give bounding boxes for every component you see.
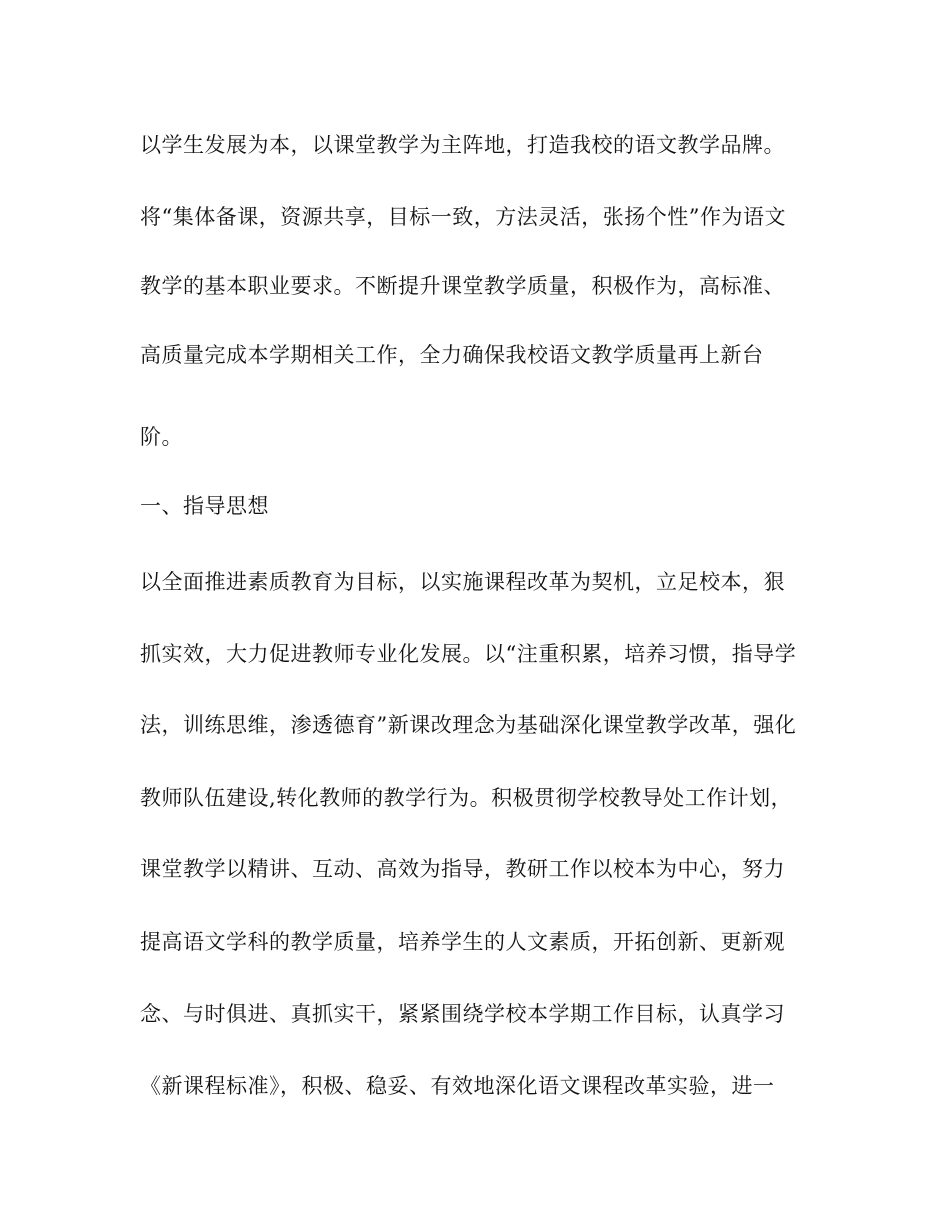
paragraph-line: 将“集体备课，资源共享，目标一致，方法灵活，张扬个性”作为语文 xyxy=(140,205,786,229)
paragraph-line: 高质量完成本学期相关工作，全力确保我校语文教学质量再上新台 xyxy=(140,343,764,367)
paragraph-line: 抓实效，大力促进教师专业化发展。以“注重积累，培养习惯，指导学 xyxy=(140,642,797,666)
paragraph-line: 提高语文学科的教学质量，培养学生的人文素质，开拓创新、更新观 xyxy=(140,930,785,954)
paragraph-line: 以全面推进素质教育为目标，以实施课程改革为契机，立足校本，狠 xyxy=(140,570,785,594)
paragraph-line: 法，训练思维，渗透德育”新课改理念为基础深化课堂教学改革，强化 xyxy=(140,713,797,737)
paragraph-line: 阶。 xyxy=(140,425,183,449)
paragraph-line: 教学的基本职业要求。不断提升课堂教学质量，积极作为，高标准、 xyxy=(140,274,785,298)
section-heading: 一、指导思想 xyxy=(140,494,269,518)
paragraph-line: 教师队伍建设,转化教师的教学行为。积极贯彻学校教导处工作计划， xyxy=(140,786,793,810)
paragraph-line: 《新课程标准》，积极、稳妥、有效地深化语文课程改革实验，进一 xyxy=(140,1074,775,1098)
paragraph-line: 念、与时俱进、真抓实干，紧紧围绕学校本学期工作目标，认真学习 xyxy=(140,1002,785,1026)
paragraph-line: 课堂教学以精讲、互动、高效为指导，教研工作以校本为中心，努力 xyxy=(140,857,785,881)
paragraph-line: 以学生发展为本，以课堂教学为主阵地，打造我校的语文教学品牌。 xyxy=(140,133,785,157)
